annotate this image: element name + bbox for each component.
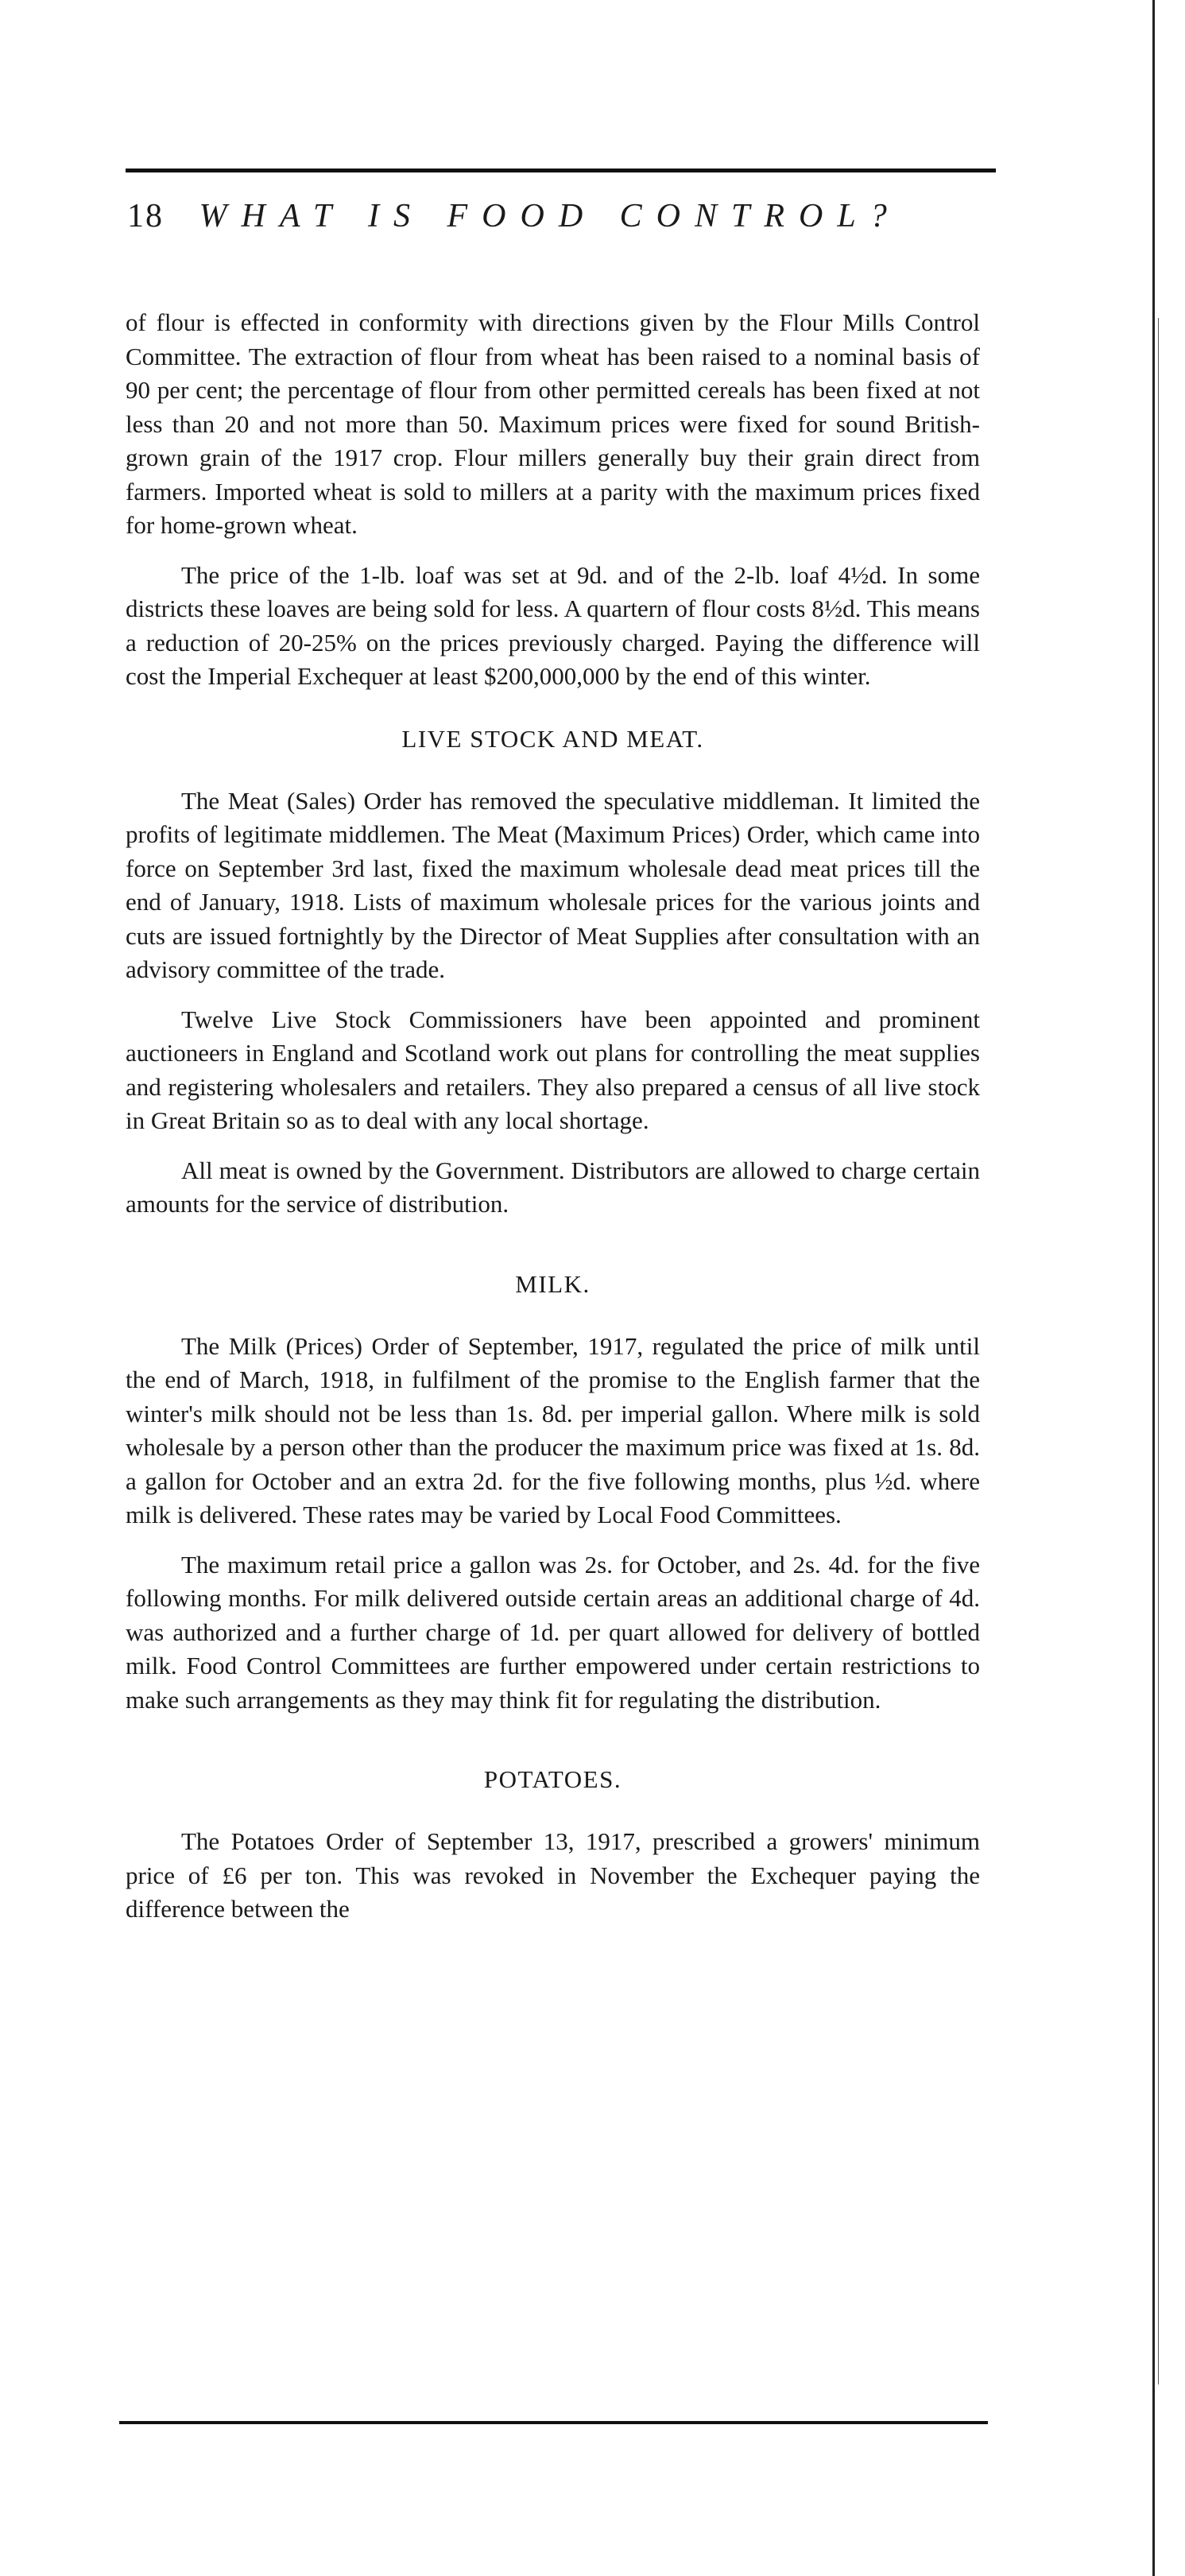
paragraph-loaf-price: The price of the 1-lb. loaf was set at 9d. and of the 2-lb. loaf 4½d. In some districts these loaves are being sold for less. A quartern of flour costs 8½d. This means a reduction of 20-25% on the prices previously charged. Paying the difference will cost the Imperial Exchequer at least $200,000,000 by the end of this winter.: [126, 560, 980, 690]
paragraph-meat-order: The Meat (Sales) Order has removed the speculative middleman. It limited the profits of legitimate middlemen. The Meat (Maximum Prices) Order, which came into force on September 3rd last, fixed the maximum wholesale dead meat prices till the end of January, 1918. Lists of maximum wholesale prices for the various joints and cuts are issued fortnightly by the Director of Meat Supplies after consultation with an advisory committee of the trade.: [126, 786, 980, 983]
footer-rule: [119, 2421, 988, 2424]
body-text: [126, 306, 980, 1943]
section-heading-live-stock: LIVE STOCK AND MEAT.: [401, 724, 704, 753]
section-heading-milk: MILK.: [515, 1269, 591, 1298]
running-title: WHAT IS FOOD CONTROL?: [199, 198, 901, 234]
paragraph-meat-owned: All meat is owned by the Government. Distributors are allowed to charge certain amounts for the service of distribution.: [126, 1156, 980, 1218]
section-heading-potatoes: POTATOES.: [483, 1765, 622, 1793]
page-number: 18: [127, 198, 164, 234]
page-edge-line: [1152, 0, 1155, 2576]
paragraph-milk-order: The Milk (Prices) Order of September, 1917, regulated the price of milk until the end of March, 1918, in fulfilment of the promise to the English farmer that the winter's milk should not be less than 1s. 8d. per imperial gallon. Where milk is sold wholesale by a person other than the producer the maximum price was fixed at 1s. 8d. a gallon for October and an extra 2d. for the five following months, plus ½d. where milk is delivered. These rates may be varied by Local Food Committees.: [126, 1331, 980, 1528]
paragraph-flour-continued: of flour is effected in conformity with directions given by the Flour Mills Control Committee. The extraction of flour from wheat has been raised to a nominal basis of 90 per cent; the percentage of flour from other permitted cereals has been fixed at not less than 20 and not more than 50. Maximum prices were fixed for sound British-grown grain of the 1917 crop. Flour millers generally buy their grain direct from farmers. Imported wheat is sold to millers at a parity with the maximum prices fixed for home-grown wheat.: [126, 308, 980, 539]
paragraph-potatoes-order: The Potatoes Order of September 13, 1917, prescribed a growers' minimum price of £6 per ton. This was revoked in November the Exchequer paying the difference between the: [126, 1827, 980, 1923]
running-head: [127, 191, 997, 242]
header-rule: [126, 169, 996, 172]
paragraph-milk-retail: The maximum retail price a gallon was 2s. for October, and 2s. 4d. for the five following months. For milk delivered outside certain areas an additional charge of 4d. was authorized and a further charge of 1d. per quart allowed for delivery of bottled milk. Food Control Committees are further empowered under certain restrictions to make such arrangements as they may think fit for regulating the distribution.: [126, 1550, 980, 1714]
page-edge-line-inner: [1158, 318, 1159, 2384]
paragraph-live-stock-commissioners: Twelve Live Stock Commissioners have been appointed and prominent auctioneers in England and Scotland work out plans for controlling the meat supplies and registering wholesalers and retailers. They also prepared a census of all live stock in Great Britain so as to deal with any local shortage.: [126, 1005, 980, 1134]
